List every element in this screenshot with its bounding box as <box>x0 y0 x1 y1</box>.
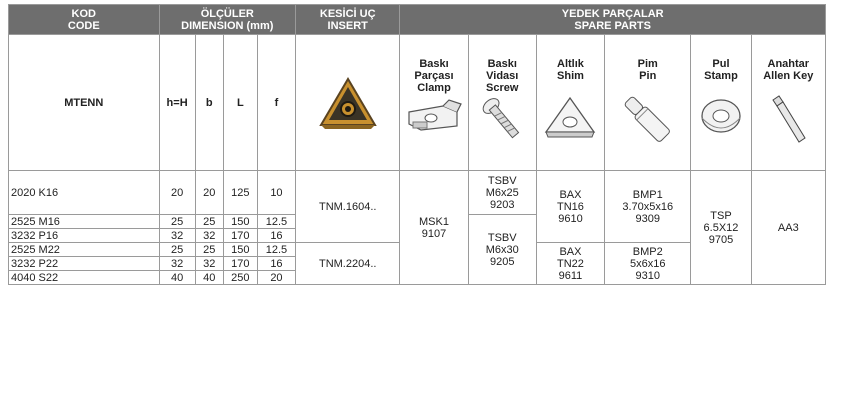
shim-column-header: Altlık Shim <box>536 35 604 171</box>
pin-column-header: Pim Pin <box>605 35 691 171</box>
cell-l: 150 <box>223 215 257 229</box>
f-label: f <box>257 35 295 171</box>
cell-l: 150 <box>223 243 257 257</box>
clamp-column-header: Baskı Parçası Clamp <box>400 35 468 171</box>
table-row-code: 3232 P22 <box>9 257 160 271</box>
cell-l: 170 <box>223 257 257 271</box>
screw-icon <box>477 92 527 146</box>
shim-icon <box>540 92 600 142</box>
insert-image-cell <box>296 35 400 171</box>
cell-b: 20 <box>195 171 223 215</box>
screw-code-22: TSBV M6x30 9205 <box>468 215 536 285</box>
cell-f: 16 <box>257 257 295 271</box>
b-label: b <box>195 35 223 171</box>
spare-parts-table <box>8 4 826 285</box>
table-row-code: 2020 K16 <box>9 171 160 215</box>
h-label: h=H <box>159 35 195 171</box>
spare-parts-header: YEDEK PARÇALAR SPARE PARTS <box>400 5 826 35</box>
cell-f: 12.5 <box>257 215 295 229</box>
cell-f: 20 <box>257 271 295 285</box>
cell-h: 40 <box>159 271 195 285</box>
allen-key-code: AA3 <box>751 171 825 285</box>
pin-code-22: BMP2 5x6x16 9310 <box>605 243 691 285</box>
cell-b: 32 <box>195 229 223 243</box>
series-label: MTENN <box>9 35 160 171</box>
clamp-icon <box>403 92 465 142</box>
allen-key-icon <box>763 92 813 148</box>
code-header: KOD CODE <box>9 5 160 35</box>
cell-f: 16 <box>257 229 295 243</box>
clamp-code: MSK1 9107 <box>400 171 468 285</box>
cell-b: 32 <box>195 257 223 271</box>
cell-b: 40 <box>195 271 223 285</box>
washer-icon <box>696 92 746 142</box>
cell-h: 25 <box>159 243 195 257</box>
cell-l: 250 <box>223 271 257 285</box>
insert-header: KESİCİ UÇ INSERT <box>296 5 400 35</box>
key-column-header: Anahtar Allen Key <box>751 35 825 171</box>
cell-h: 32 <box>159 257 195 271</box>
table-row-code: 4040 S22 <box>9 271 160 285</box>
cell-f: 12.5 <box>257 243 295 257</box>
stamp-code: TSP 6.5X12 9705 <box>691 171 751 285</box>
table-row-code: 3232 P16 <box>9 229 160 243</box>
cell-l: 170 <box>223 229 257 243</box>
cell-h: 25 <box>159 215 195 229</box>
pin-icon <box>616 92 680 148</box>
cell-h: 32 <box>159 229 195 243</box>
cell-b: 25 <box>195 215 223 229</box>
insert-code-16: TNM.1604.. <box>296 171 400 243</box>
cell-f: 10 <box>257 171 295 215</box>
cell-l: 125 <box>223 171 257 215</box>
table-row-code: 2525 M16 <box>9 215 160 229</box>
shim-code-16: BAX TN16 9610 <box>536 171 604 243</box>
shim-code-22: BAX TN22 9611 <box>536 243 604 285</box>
triangular-insert-icon <box>311 73 385 133</box>
screw-code-16: TSBV M6x25 9203 <box>468 171 536 215</box>
dimension-header: ÖLÇÜLER DIMENSION (mm) <box>159 5 295 35</box>
stamp-column-header: Pul Stamp <box>691 35 751 171</box>
screw-column-header: Baskı Vidası Screw <box>468 35 536 171</box>
l-label: L <box>223 35 257 171</box>
cell-h: 20 <box>159 171 195 215</box>
pin-code-16: BMP1 3.70x5x16 9309 <box>605 171 691 243</box>
table-row-code: 2525 M22 <box>9 243 160 257</box>
insert-code-22: TNM.2204.. <box>296 243 400 285</box>
cell-b: 25 <box>195 243 223 257</box>
